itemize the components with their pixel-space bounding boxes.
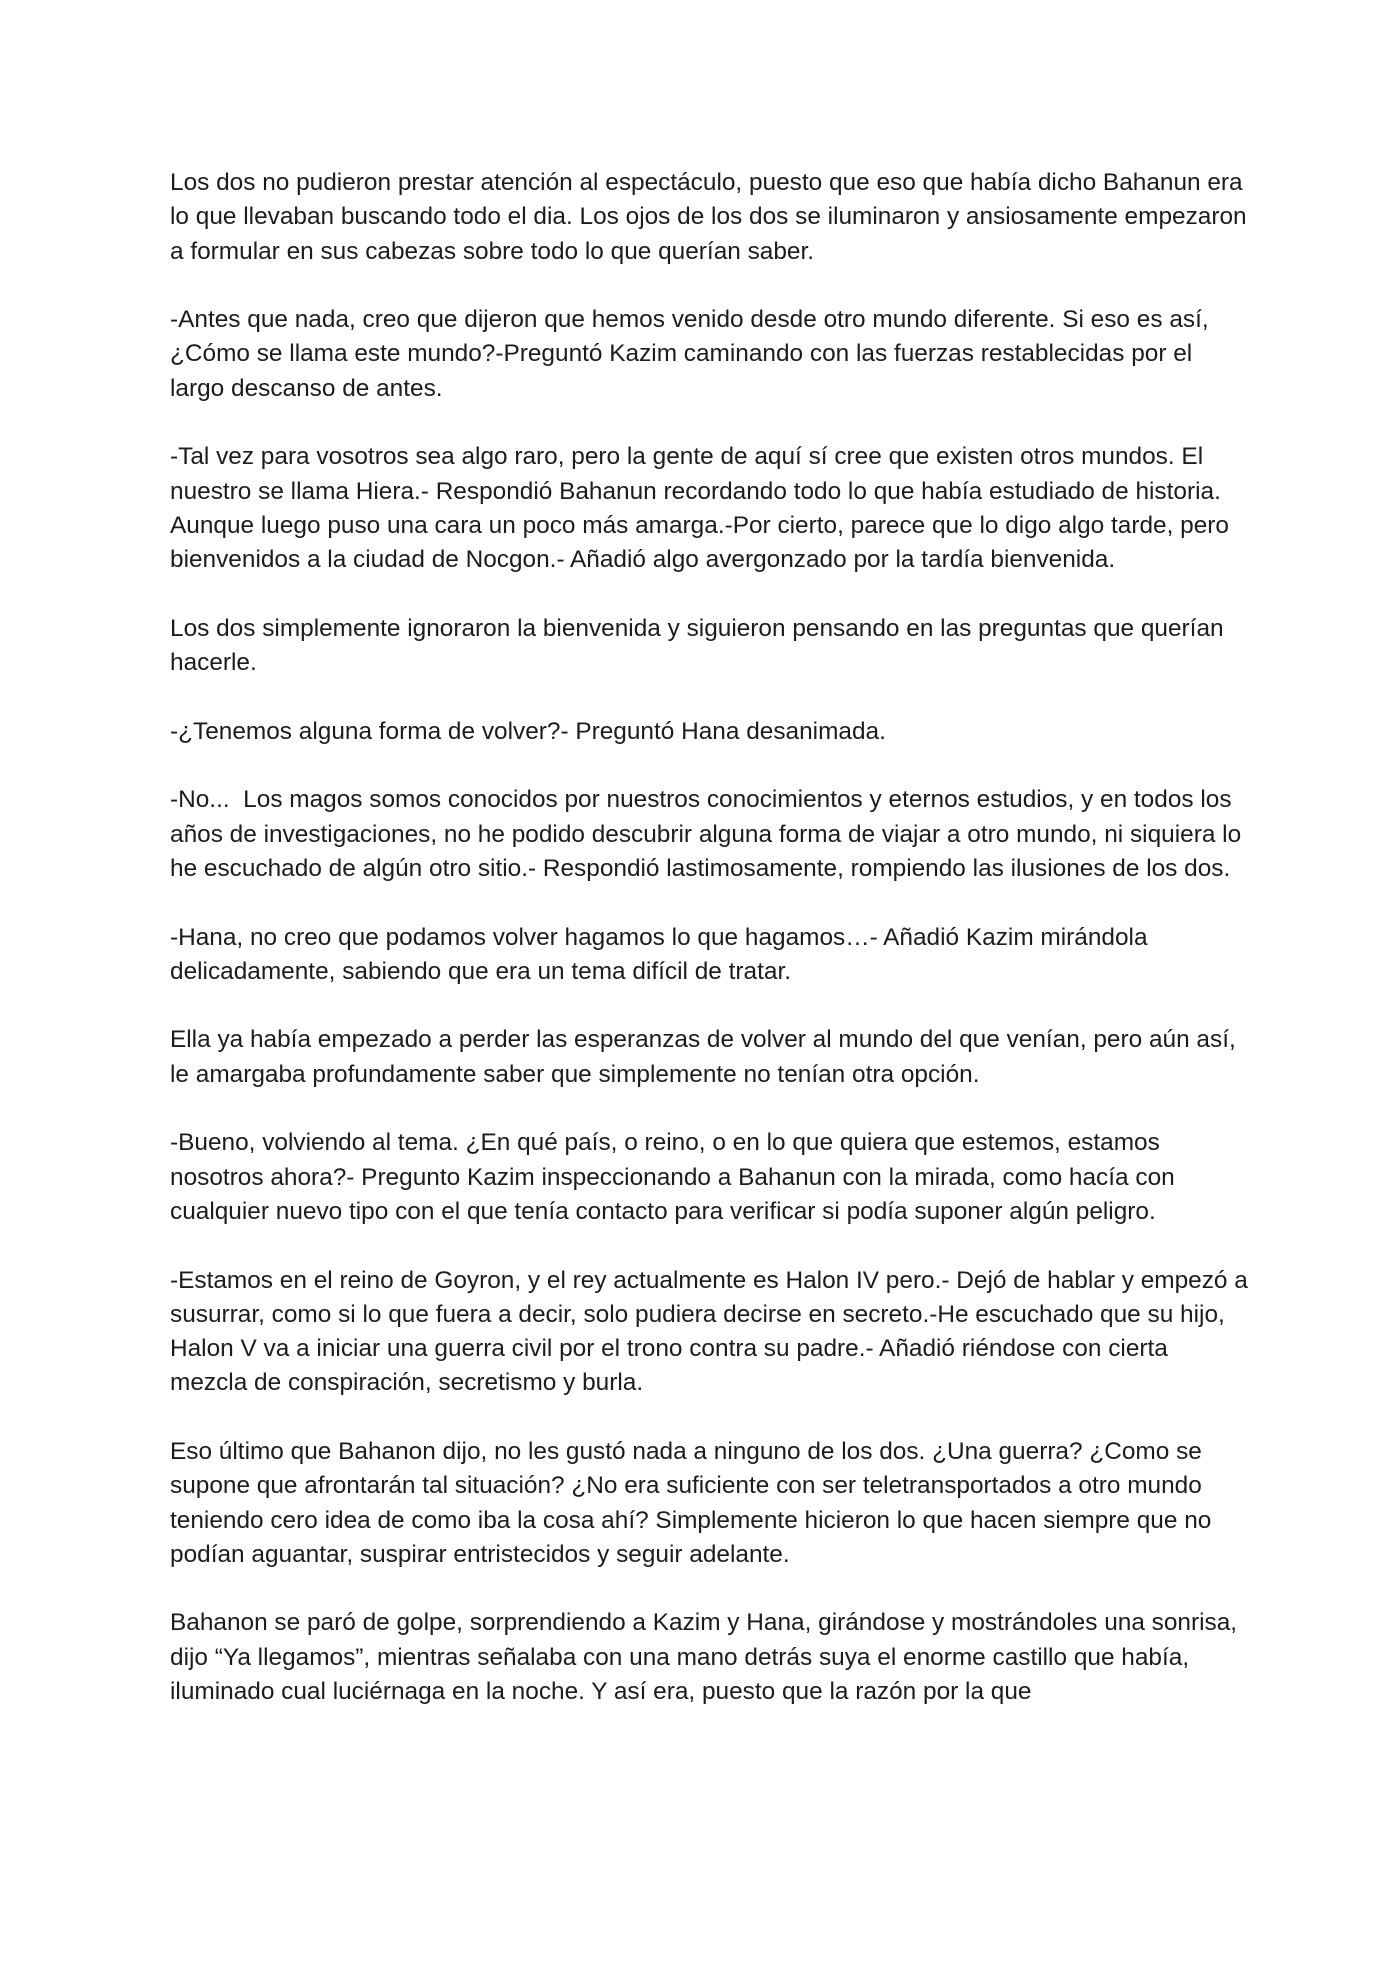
paragraph: -Tal vez para vosotros sea algo raro, pero la gente de aquí sí cree que existen otros mundos. El nuestro se llama Hiera.- Respondió Bahanun recordando todo lo que había estudiado de historia. Aunque luego puso una cara un poco más amarga.-Por cierto, parece que lo digo algo tarde, pero bienvenidos a la ciudad de Nocgon.- Añadió algo avergonzado por la tardía bienvenida. <box>170 443 1236 574</box>
paragraph: Bahanon se paró de golpe, sorprendiendo a Kazim y Hana, girándose y mostrándoles una sonrisa, dijo “Ya llegamos”, mientras señalaba con una mano detrás suya el enorme castillo que había, iluminado cual luciérnaga en la noche. Y así era, puesto que la razón por la que <box>170 1609 1244 1706</box>
document-page <box>170 166 1255 1709</box>
paragraph: -Bueno, volviendo al tema. ¿En qué país, o reino, o en lo que quiera que estemos, estamos nosotros ahora?- Pregunto Kazim inspeccionando a Bahanun con la mirada, como hacía con cualquier nuevo tipo con el que tenía contacto para verificar si podía suponer algún peligro. <box>170 1129 1182 1225</box>
paragraph: Ella ya había empezado a perder las esperanzas de volver al mundo del que venían, pero aún así, le amargaba profundamente saber que simplemente no tenían otra opción. <box>170 1026 1243 1088</box>
paragraph: Los dos simplemente ignoraron la bienvenida y siguieron pensando en las preguntas que querían hacerle. <box>170 614 1231 677</box>
paragraph: -Hana, no creo que podamos volver hagamos lo que hagamos…- Añadió Kazim mirándola delicadamente, sabiendo que era un tema difícil de tratar. <box>170 923 1155 985</box>
paragraph: -Antes que nada, creo que dijeron que hemos venido desde otro mundo diferente. Si eso es así, ¿Cómo se llama este mundo?-Preguntó Kazim caminando con las fuerzas restablecidas por el largo descanso de antes. <box>170 306 1216 402</box>
paragraph: Los dos no pudieron prestar atención al espectáculo, puesto que eso que había dicho Bahanun era lo que llevaban buscando todo el dia. Los ojos de los dos se iluminaron y ansiosamente empezaron a formular en sus cabezas sobre todo lo que querían saber. <box>170 169 1254 265</box>
paragraph: Eso último que Bahanon dijo, no les gustó nada a ninguno de los dos. ¿Una guerra? ¿Como se supone que afrontarán tal situación? ¿No era suficiente con ser teletransportados a otro mundo teniendo cero idea de como iba la cosa ahí? Simplemente hicieron lo que hacen siempre que no podían aguantar, suspirar entristecidos y seguir adelante. <box>170 1437 1219 1568</box>
paragraph: -No... Los magos somos conocidos por nuestros conocimientos y eternos estudios, y en todos los años de investigaciones, no he podido descubrir alguna forma de viajar a otro mundo, ni siquiera lo he escuchado de algún otro sitio.- Respondió lastimosamente, rompiendo las ilusiones de los dos. <box>170 786 1248 882</box>
paragraph: -¿Tenemos alguna forma de volver?- Preguntó Hana desanimada. <box>170 717 886 745</box>
paragraph: -Estamos en el reino de Goyron, y el rey actualmente es Halon IV pero.- Dejó de hablar y empezó a susurrar, como si lo que fuera a decir, solo pudiera decirse en secreto.-He escuchado que su hijo, Halon V va a iniciar una guerra civil por el trono contra su padre.- Añadió riéndose con cierta mezcla de conspiración, secretismo y burla. <box>170 1266 1255 1397</box>
